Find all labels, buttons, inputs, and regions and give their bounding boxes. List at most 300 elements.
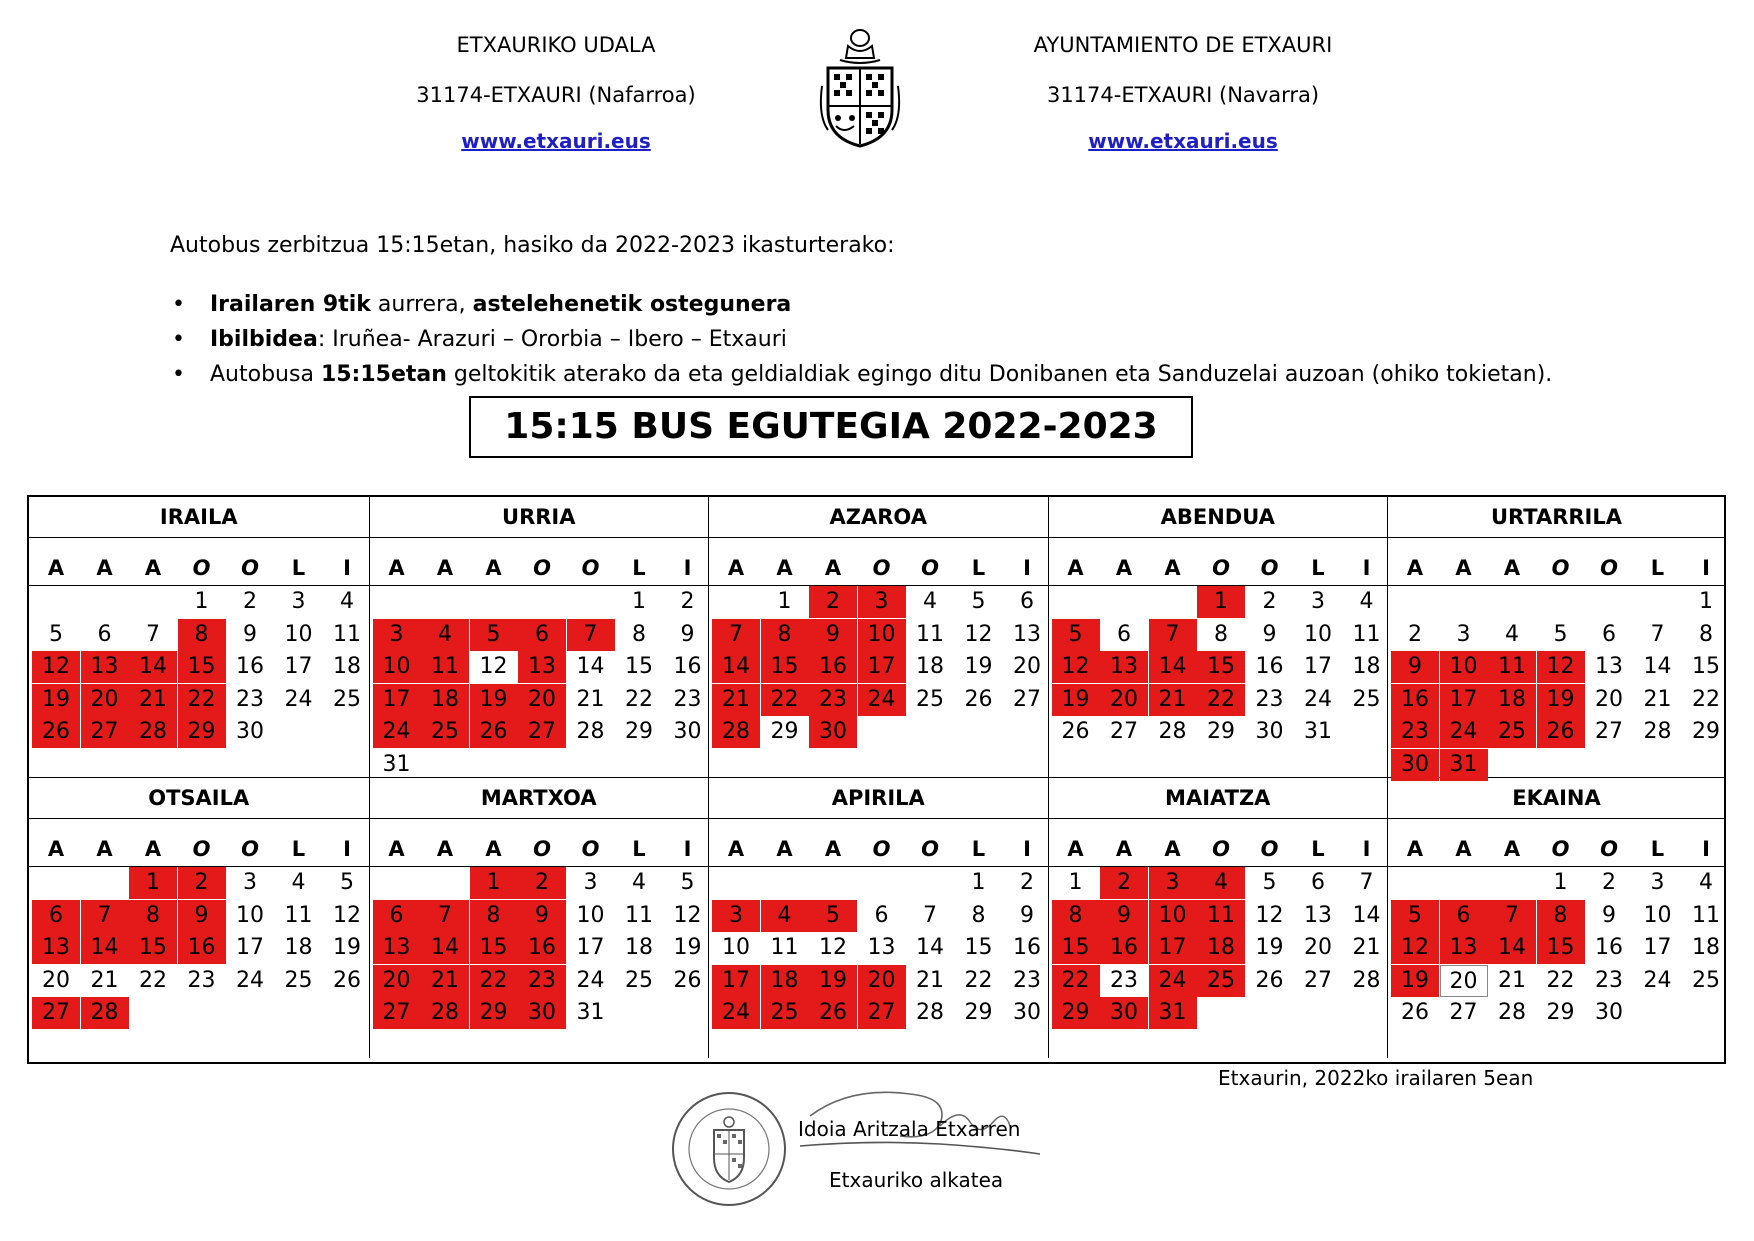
calendar-day: 31 [1304, 719, 1332, 745]
calendar-day: 2 [1262, 589, 1277, 614]
calendar-day: 24 [284, 686, 313, 712]
bus-day: 24 [1149, 965, 1197, 997]
calendar-day: 27 [1013, 686, 1041, 712]
bus-day: 14 [712, 651, 760, 683]
bus-day: 14 [129, 651, 177, 683]
bus-day: 16 [809, 651, 857, 683]
calendar-day: 29 [770, 719, 799, 745]
calendar-day: 26 [333, 967, 361, 993]
month-name: OTSAILA [148, 786, 250, 810]
calendar-day: 21 [90, 967, 119, 993]
weekday-header: A [1164, 556, 1181, 580]
bus-day: 7 [1149, 619, 1197, 651]
calendar-day: 27 [1304, 967, 1332, 993]
calendar-day: 14 [1643, 654, 1672, 680]
bus-day: 15 [761, 651, 809, 683]
calendar-day: 17 [284, 654, 313, 680]
calendar-day: 19 [964, 654, 993, 680]
calendar-day: 1 [777, 589, 792, 614]
bus-day: 23 [809, 684, 857, 716]
weekday-header: A [1503, 837, 1521, 861]
bus-day: 16 [518, 932, 566, 964]
month-rule [1388, 818, 1725, 819]
bus-day: 8 [178, 619, 226, 651]
calendar-day: 4 [1699, 870, 1713, 895]
calendar-day: 1 [1699, 589, 1713, 614]
weekday-header: O [1551, 556, 1570, 580]
weekday-header: O [872, 556, 891, 580]
weekday-header: A [776, 556, 793, 580]
bus-day: 10 [1149, 900, 1197, 932]
signatory-role: Etxauriko alkatea [829, 1168, 1004, 1192]
month-abendua [1048, 497, 1388, 777]
calendar-day: 5 [340, 870, 354, 895]
calendar-day: 12 [673, 902, 702, 928]
calendar-day: 16 [673, 654, 702, 680]
bus-day: 27 [32, 997, 80, 1029]
calendar-day: 16 [1255, 654, 1284, 680]
bus-day: 24 [858, 684, 906, 716]
month-name: MAIATZA [1165, 786, 1271, 810]
month-rule [370, 537, 709, 538]
bus-day: 18 [421, 684, 469, 716]
weekday-header: A [436, 837, 454, 861]
calendar-day: 22 [625, 686, 653, 712]
bus-day: 27 [858, 997, 906, 1029]
bullet-text: Ibilbidea [210, 327, 318, 352]
bus-day: 7 [421, 900, 469, 932]
calendar-day: 2 [680, 589, 695, 614]
bus-day: 16 [1391, 684, 1439, 716]
bus-day: 25 [421, 716, 469, 748]
bus-day: 21 [129, 684, 177, 716]
bus-day: 13 [518, 651, 566, 683]
calendar-day: 29 [1692, 719, 1720, 745]
calendar-title: 15:15 BUS EGUTEGIA 2022-2023 [469, 396, 1193, 458]
bus-day: 1 [470, 867, 518, 899]
weekday-header: A [1503, 556, 1521, 580]
calendar-day: 24 [576, 967, 605, 993]
weekday-header: A [1164, 837, 1181, 861]
bus-day: 1 [1197, 586, 1245, 618]
bus-day: 3 [712, 900, 760, 932]
weekday-header: L [971, 556, 986, 580]
calendar-day: 21 [916, 967, 944, 993]
weekday-header: L [1311, 837, 1325, 861]
bus-day: 10 [373, 651, 421, 683]
bus-day: 11 [421, 651, 469, 683]
bus-day: 22 [1197, 684, 1245, 716]
calendar-day: 25 [625, 967, 653, 993]
calendar-day: 23 [1013, 967, 1041, 993]
calendar-day: 18 [333, 654, 361, 680]
bus-day: 20 [373, 965, 421, 997]
calendar-day: 9 [1020, 902, 1034, 928]
calendar-day: 13 [867, 935, 896, 961]
weekday-header: I [1702, 837, 1710, 861]
bus-day: 8 [1537, 900, 1585, 932]
calendar-day: 21 [1643, 686, 1672, 712]
calendar-day: 19 [1255, 935, 1284, 961]
bus-day: 7 [1488, 900, 1536, 932]
calendar-day: 28 [1643, 719, 1672, 745]
calendar-day: 15 [964, 935, 993, 961]
bus-day: 9 [1391, 651, 1439, 683]
bus-day: 22 [178, 684, 226, 716]
bus-day: 19 [809, 965, 857, 997]
weekday-header: A [388, 556, 405, 580]
calendar-day: 17 [236, 935, 264, 961]
calendar-day: 4 [1505, 621, 1519, 647]
weekday-header: O [1212, 556, 1230, 580]
bus-day: 2 [518, 867, 566, 899]
header-right-link[interactable]: www.etxauri.eus [1088, 129, 1278, 153]
calendar-day: 13 [1013, 621, 1041, 647]
calendar-day: 5 [1553, 621, 1568, 647]
header-left [356, 33, 756, 153]
calendar-day: 2 [1602, 870, 1616, 895]
calendar-day: 14 [916, 935, 944, 961]
bus-day: 15 [1197, 651, 1245, 683]
weekday-header: L [632, 556, 646, 580]
calendar-day: 12 [1255, 902, 1284, 928]
bus-day: 17 [858, 651, 906, 683]
calendar-day: 8 [1699, 621, 1713, 647]
bus-day: 15 [178, 651, 226, 683]
month-rule [1388, 585, 1725, 586]
weekday-header: A [776, 837, 793, 861]
weekday-header: A [1115, 556, 1133, 580]
weekday-header: L [1650, 556, 1665, 580]
bus-day: 31 [1149, 997, 1197, 1029]
calendar-day: 11 [1692, 902, 1720, 928]
bus-day: 18 [1488, 684, 1536, 716]
bus-day: 14 [1488, 932, 1536, 964]
bus-day: 5 [809, 900, 857, 932]
calendar-day: 26 [964, 686, 993, 712]
bus-day: 5 [470, 619, 518, 651]
bus-day: 12 [32, 651, 80, 683]
bus-day: 26 [32, 716, 80, 748]
calendar-day: 9 [243, 621, 257, 647]
calendar-day: 22 [1546, 967, 1575, 993]
calendar-day: 3 [583, 870, 598, 895]
weekday-header: O [1600, 837, 1618, 861]
calendar-day: 16 [236, 654, 264, 680]
calendar-day: 4 [632, 870, 646, 895]
month-iraila [29, 497, 369, 777]
bus-day: 12 [1537, 651, 1585, 683]
calendar-day: 17 [1643, 935, 1672, 961]
weekday-header: I [1362, 556, 1371, 580]
month-name: MARTXOA [480, 786, 597, 810]
calendar-day: 19 [673, 935, 702, 961]
calendar-day: 10 [1643, 902, 1672, 928]
calendar-day: 13 [1304, 902, 1332, 928]
weekday-header: A [144, 837, 162, 861]
bus-day: 7 [567, 619, 615, 651]
calendar-day: 11 [333, 621, 361, 647]
month-name: IRAILA [159, 505, 238, 529]
bus-day: 28 [421, 997, 469, 1029]
calendar-day: 3 [291, 589, 306, 614]
weekday-header: O [921, 556, 939, 580]
bus-day: 19 [1052, 684, 1100, 716]
weekday-header: A [1455, 556, 1472, 580]
bus-day: 22 [1052, 965, 1100, 997]
bus-day: 16 [1100, 932, 1148, 964]
weekday-header: L [291, 556, 306, 580]
calendar-day: 29 [1546, 1000, 1575, 1026]
calendar-day: 9 [1602, 902, 1616, 928]
bus-day: 11 [1197, 900, 1245, 932]
calendar-day: 7 [1650, 621, 1665, 647]
bus-day: 30 [809, 716, 857, 748]
bus-day: 22 [470, 965, 518, 997]
calendar-day: 14 [576, 654, 605, 680]
bullet-text: Autobusa [210, 362, 321, 387]
calendar-day: 25 [1352, 686, 1381, 712]
month-azaroa [708, 497, 1048, 777]
calendar-day: 4 [1359, 589, 1374, 614]
bus-day: 13 [81, 651, 129, 683]
bus-day: 21 [1149, 684, 1197, 716]
month-name: ABENDUA [1160, 505, 1275, 529]
weekday-header: A [388, 837, 405, 861]
calendar-day: 10 [1304, 621, 1332, 647]
calendar-day: 3 [243, 870, 257, 895]
calendar-day: 1 [1068, 870, 1083, 895]
bus-day: 25 [1488, 716, 1536, 748]
bus-day: 15 [470, 932, 518, 964]
calendar-day: 8 [971, 902, 986, 928]
header-left-address: 31174-ETXAURI (Nafarroa) [416, 83, 696, 107]
weekday-header: O [1260, 837, 1279, 861]
weekday-header: A [144, 556, 162, 580]
weekday-header: A [1067, 837, 1084, 861]
calendar-day: 21 [1352, 935, 1381, 961]
bus-day: 6 [373, 900, 421, 932]
calendar-day: 2 [1408, 621, 1422, 647]
weekday-header: A [824, 556, 842, 580]
calendar-day: 16 [1013, 935, 1041, 961]
calendar-day: 6 [1311, 870, 1325, 895]
bus-day: 21 [421, 965, 469, 997]
bus-day: 4 [761, 900, 809, 932]
calendar-day: 5 [49, 621, 63, 647]
month-martxoa [369, 778, 709, 1058]
bus-day: 24 [1440, 716, 1488, 748]
bus-day: 14 [421, 932, 469, 964]
month-rule [370, 818, 709, 819]
month-name: URTARRILA [1490, 505, 1622, 529]
weekday-header: A [47, 837, 65, 861]
calendar-day: 29 [964, 1000, 993, 1026]
calendar-day: 30 [236, 719, 264, 745]
bus-day: 30 [1391, 749, 1439, 781]
calendar-day: 27 [1595, 719, 1623, 745]
calendar-day: 20 [42, 967, 70, 993]
calendar-day: 10 [236, 902, 264, 928]
calendar-day: 4 [923, 589, 937, 614]
bus-day: 8 [470, 900, 518, 932]
bus-day: 2 [178, 867, 226, 899]
calendar-day: 22 [139, 967, 167, 993]
weekday-header: A [485, 837, 502, 861]
weekday-header: A [1406, 556, 1424, 580]
month-name: APIRILA [831, 786, 925, 810]
calendar-day: 18 [916, 654, 944, 680]
weekday-header: O [872, 837, 891, 861]
bus-day: 13 [1100, 651, 1148, 683]
calendar-day: 1 [194, 589, 209, 614]
bus-day: 3 [858, 586, 906, 618]
bus-day: 21 [712, 684, 760, 716]
month-rule [1388, 537, 1725, 538]
calendar-day: 2 [1020, 870, 1034, 895]
calendar-day: 24 [1304, 686, 1332, 712]
weekday-header: I [343, 556, 351, 580]
calendar-day: 30 [673, 719, 702, 745]
calendar-day: 18 [625, 935, 653, 961]
bus-day: 27 [81, 716, 129, 748]
calendar-day: 5 [1262, 870, 1277, 895]
weekday-header: I [1362, 837, 1371, 861]
calendar-day: 6 [874, 902, 889, 928]
bus-day: 5 [1391, 900, 1439, 932]
info-bullet [170, 322, 1552, 357]
weekday-header: O [581, 837, 600, 861]
calendar-day: 25 [284, 967, 313, 993]
weekday-header: L [291, 837, 306, 861]
month-rule [709, 537, 1048, 538]
bus-day: 31 [1440, 749, 1488, 781]
weekday-header: A [824, 837, 842, 861]
bus-day: 6 [518, 619, 566, 651]
month-rule [1049, 818, 1388, 819]
calendar-day: 31 [382, 752, 411, 777]
weekday-header: A [96, 556, 113, 580]
bus-day: 7 [712, 619, 760, 651]
calendar-day: 11 [1352, 621, 1381, 647]
bus-day: 27 [518, 716, 566, 748]
weekday-header: O [921, 837, 939, 861]
bus-day: 14 [81, 932, 129, 964]
weekday-header: A [727, 556, 745, 580]
bus-day: 13 [1440, 932, 1488, 964]
bus-calendar [27, 495, 1726, 1064]
bus-day: 5 [1052, 619, 1100, 651]
bus-day: 26 [809, 997, 857, 1029]
bus-day: 13 [373, 932, 421, 964]
bus-day: 28 [712, 716, 760, 748]
calendar-day: 19 [333, 935, 361, 961]
calendar-day: 23 [1255, 686, 1284, 712]
calendar-day: 11 [916, 621, 944, 647]
month-urtarrila [1387, 497, 1725, 777]
bus-day: 18 [1197, 932, 1245, 964]
bus-day: 27 [373, 997, 421, 1029]
header-left-link[interactable]: www.etxauri.eus [461, 129, 651, 153]
bullet-text: Irailaren 9tik [210, 292, 371, 317]
calendar-day: 25 [1692, 967, 1720, 993]
weekday-header: L [1650, 837, 1665, 861]
bus-day: 19 [1391, 965, 1439, 997]
bus-day: 10 [858, 619, 906, 651]
bus-day: 26 [470, 716, 518, 748]
bus-day: 28 [81, 997, 129, 1029]
header-right-address: 31174-ETXAURI (Navarra) [1046, 83, 1320, 107]
month-urria [369, 497, 709, 777]
calendar-day: 3 [1650, 870, 1665, 895]
calendar-day: 15 [1692, 654, 1720, 680]
calendar-day: 8 [632, 621, 646, 647]
bullet-text: astelehenetik ostegunera [472, 292, 792, 317]
header-left-title: ETXAURIKO UDALA [456, 33, 656, 57]
bus-day: 8 [1052, 900, 1100, 932]
calendar-day: 16 [1595, 935, 1623, 961]
header-right [983, 33, 1383, 153]
calendar-day: 30 [1255, 719, 1284, 745]
weekday-header: I [1023, 837, 1031, 861]
month-apirila [708, 778, 1048, 1058]
signatory-name: Idoia Aritzala Etxarren [798, 1117, 1021, 1141]
calendar-day: 7 [1359, 870, 1374, 895]
weekday-header: A [727, 837, 745, 861]
bullet-text: geltokitik aterako da eta geldialdiak egingo ditu Donibanen eta Sanduzelai auzoan (ohiko tokietan). [446, 362, 1553, 387]
month-name: AZAROA [829, 505, 927, 529]
calendar-day: 11 [770, 935, 799, 961]
bus-day: 25 [761, 997, 809, 1029]
calendar-day: 11 [625, 902, 653, 928]
weekday-header: O [241, 556, 259, 580]
weekday-header: A [1115, 837, 1133, 861]
bus-day: 17 [1149, 932, 1197, 964]
calendar-day: 24 [1643, 967, 1672, 993]
weekday-header: O [192, 837, 211, 861]
calendar-day: 27 [1449, 1000, 1478, 1026]
bus-day: 23 [1391, 716, 1439, 748]
bus-day: 26 [1537, 716, 1585, 748]
calendar-day: 21 [576, 686, 605, 712]
bus-day: 9 [178, 900, 226, 932]
calendar-day: 4 [340, 589, 354, 614]
bus-day: 10 [1440, 651, 1488, 683]
weekday-header: A [1406, 837, 1424, 861]
bus-day: 3 [1149, 867, 1197, 899]
bus-day: 9 [809, 619, 857, 651]
calendar-day: 20 [1304, 935, 1332, 961]
bus-day: 2 [809, 586, 857, 618]
calendar-day: 26 [1061, 719, 1090, 745]
weekday-header: O [1551, 837, 1570, 861]
bus-day: 19 [1537, 684, 1585, 716]
info-list [170, 287, 1552, 392]
bus-day: 16 [178, 932, 226, 964]
month-rule [29, 818, 369, 819]
calendar-day: 28 [576, 719, 605, 745]
calendar-day: 7 [146, 621, 160, 647]
bus-day: 17 [712, 965, 760, 997]
month-name: URRIA [502, 505, 576, 529]
calendar-day: 12 [964, 621, 993, 647]
weekday-header: A [96, 837, 113, 861]
weekday-header: O [533, 556, 551, 580]
calendar-day: 1 [1553, 870, 1568, 895]
calendar-day: 28 [1158, 719, 1187, 745]
calendar-day: 30 [1595, 1000, 1623, 1026]
weekday-header: O [533, 837, 551, 861]
